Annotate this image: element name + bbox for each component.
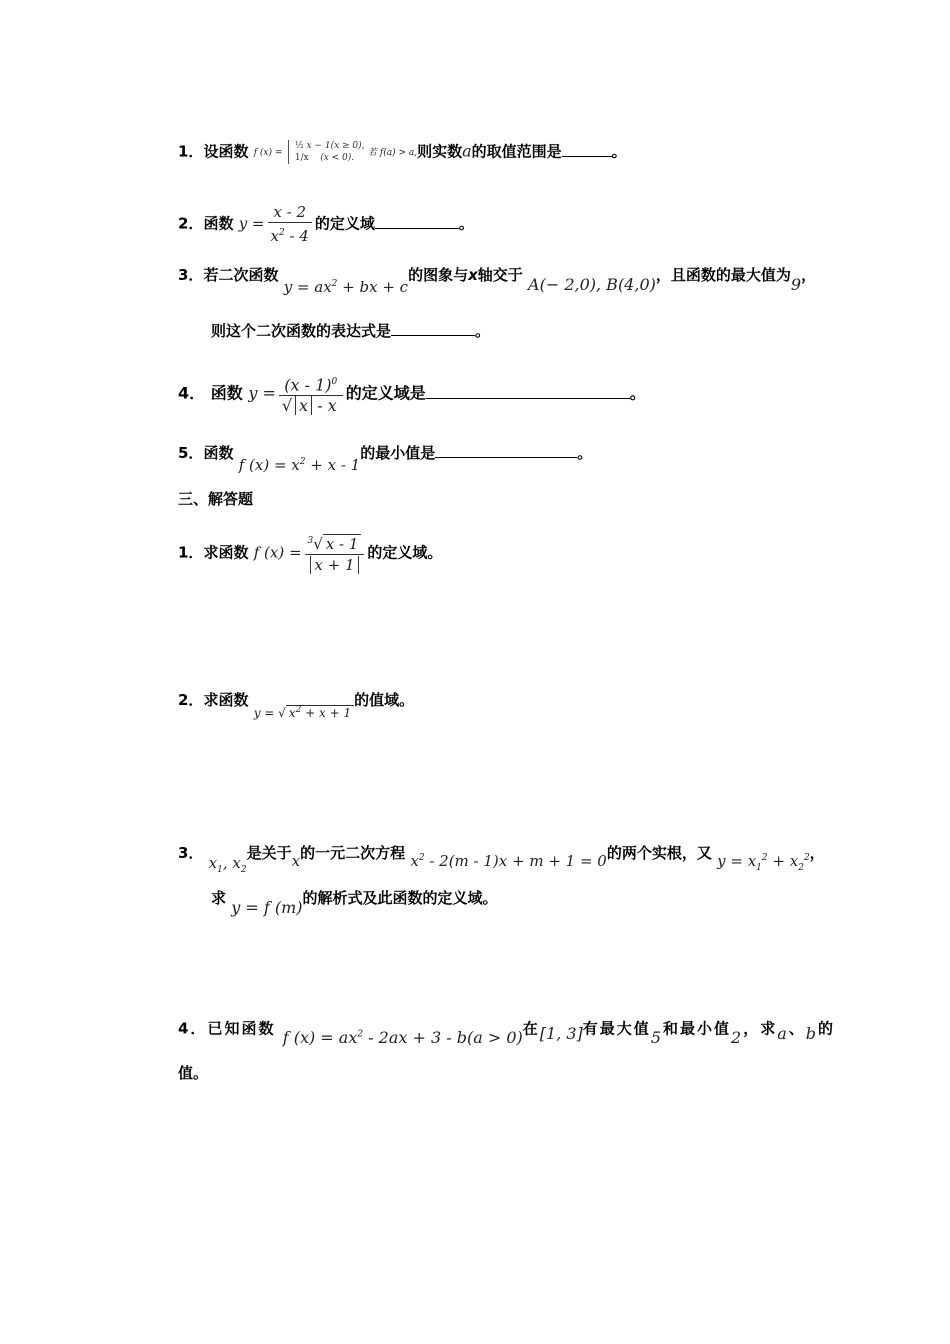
- fraction: $\frac{x - 2}{x^2 - 4}$: [268, 202, 312, 246]
- answer-question-3-line2: 求 y = f (m)的解析式及此函数的定义域。: [211, 889, 498, 917]
- formula: y =: [248, 383, 276, 403]
- points: A(− 2,0), B(4,0): [528, 275, 656, 294]
- equation: $x^2 - 2(m - 1)x + m + 1 = 0$: [410, 852, 607, 870]
- formula: y = f (m): [231, 898, 303, 917]
- fraction: $\frac{(x - 1)^0}{√ x - x}$: [279, 372, 343, 416]
- answer-blank[interactable]: [391, 320, 475, 336]
- formula: f (x) =: [253, 543, 302, 562]
- answer-question-2: 2．求函数 $_{y = √ x^2 + x + 1}$的值域。: [178, 691, 415, 720]
- fraction: $\frac{^3√ x - 1}{x + 1}$: [305, 531, 365, 575]
- answer-question-1: 1．求函数 f (x) = $\frac{^3√ x - 1}{x + 1}$ 的定义域。: [178, 531, 442, 575]
- answer-question-4: 4．已知函数 f $(x) = ax^2 - 2ax + 3 - b(a > 0)$在[1, 3]有最大值5和最小值2，求a、b的: [178, 1019, 836, 1048]
- answer-blank[interactable]: [562, 141, 612, 157]
- answer-question-4-line2: 值。: [178, 1064, 209, 1082]
- formula: f $(x) = ax^2 - 2ax + 3 - b(a > 0)$: [282, 1028, 523, 1048]
- formula: $y = x_1^2 + x_2^2$: [717, 852, 810, 873]
- section-title: 三、解答题: [178, 490, 254, 508]
- formula: $y = ax^2$ + bx + c: [283, 278, 409, 296]
- answer-blank[interactable]: [435, 442, 577, 458]
- question-1: 1．设函数 f (x) = ½ x − 1(x ≥ 0), 1/x (x < 0). 若 f(a) > a,则实数a的取值范围是 。: [178, 141, 627, 163]
- answer-question-3: 3． $x_1$, $x_2$是关于x的一元二次方程 $x^2 - 2(m - 1)x + m + 1 = 0$的两个实根，又 $y = x_1^2 + x_2^2$，: [178, 844, 825, 875]
- question-4: 4． 函数 y = $\frac{(x - 1)^0}{√ x - x}$ 的定义域是 。: [178, 372, 646, 416]
- formula: f $(x) = x^2 + x - 1$: [238, 456, 361, 474]
- answer-blank[interactable]: [426, 383, 630, 399]
- question-2: 2．函数 y = $\frac{x - 2}{x^2 - 4}$ 的定义域 。: [178, 203, 474, 245]
- question-5: 5．函数 f $(x) = x^2 + x - 1$的最小值是 。: [178, 444, 593, 474]
- piecewise-brace: ½ x − 1(x ≥ 0), 1/x (x < 0).: [288, 140, 365, 164]
- question-3: 3．若二次函数 $y = ax^2$ + bx + c的图象与x轴交于 A(− 2,0), B(4,0)，且函数的最大值为9，: [178, 266, 817, 296]
- piecewise-function: f (x) = ½ x − 1(x ≥ 0), 1/x (x < 0). 若 f(a) > a,: [253, 141, 418, 163]
- answer-blank[interactable]: [375, 213, 459, 229]
- formula: y = √ x2 + x + 1: [254, 706, 354, 720]
- formula: y =: [238, 214, 265, 233]
- question-3-line2: 则这个二次函数的表达式是 。: [211, 322, 491, 340]
- roots: $x_1$, $x_2$: [208, 854, 247, 875]
